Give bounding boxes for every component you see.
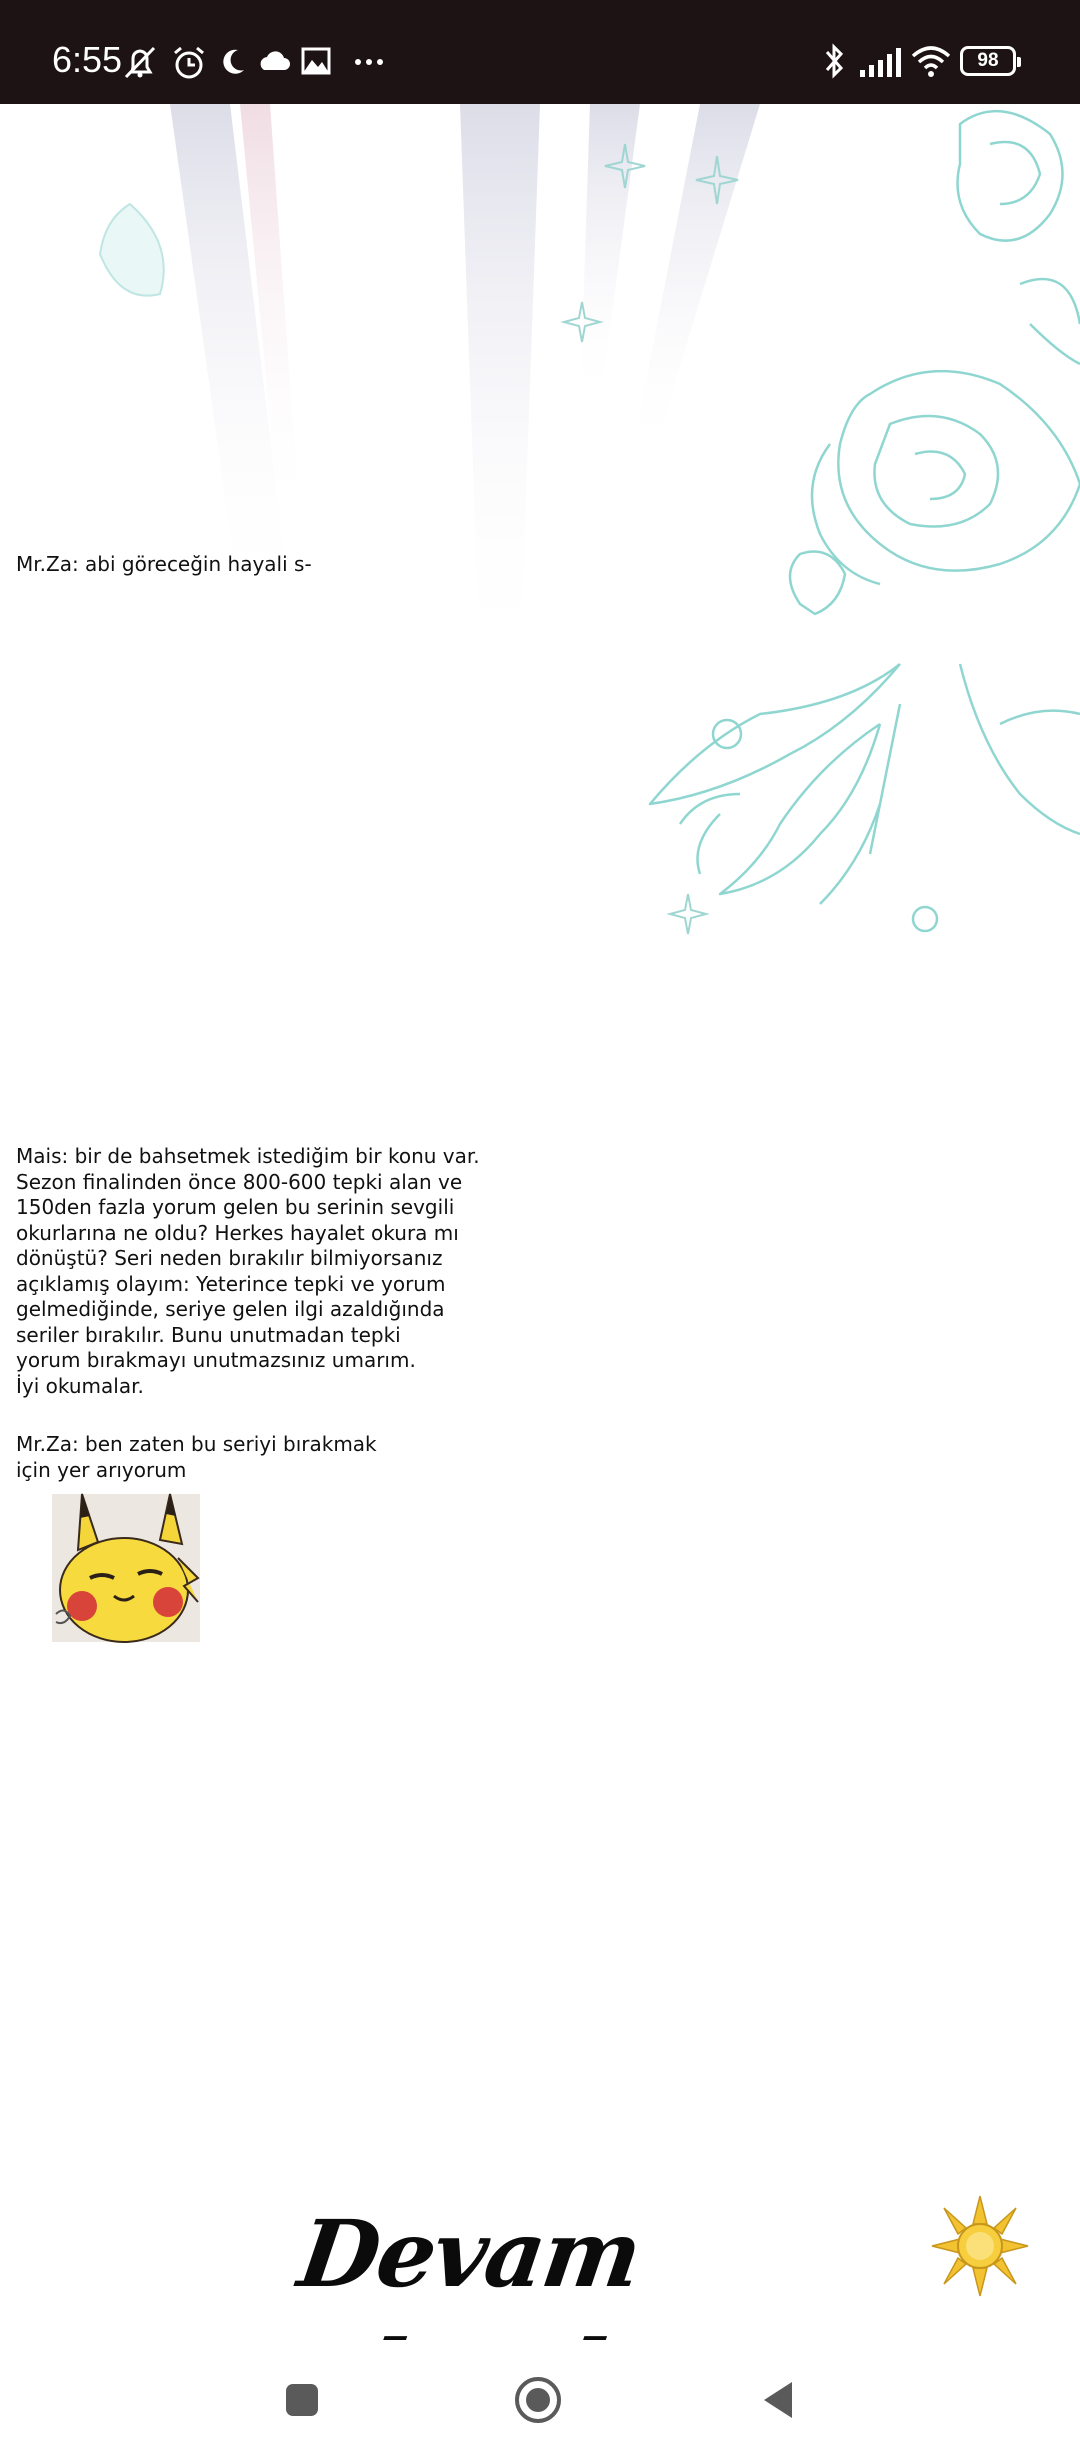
back-button[interactable] xyxy=(748,2370,808,2430)
navigation-bar xyxy=(0,2340,1080,2460)
signal-icon xyxy=(858,46,902,78)
more-dots-icon xyxy=(354,56,384,68)
gallery-icon xyxy=(300,46,332,76)
recent-apps-button[interactable] xyxy=(272,2370,332,2430)
home-button[interactable] xyxy=(508,2370,568,2430)
status-time: 6:55 xyxy=(52,39,123,80)
back-triangle-icon xyxy=(760,2380,796,2420)
mrza-dialogue-line: Mr.Za: abi göreceğin hayali s- xyxy=(16,552,312,576)
square-icon xyxy=(284,2382,320,2418)
moon-icon xyxy=(218,46,248,78)
bluetooth-icon xyxy=(822,42,846,80)
mais-author-note: Mais: bir de bahsetmek istediğim bir konu var. Sezon finalinden önce 800-600 tepki alan ve 150den fazla yorum gelen bu serinin sevgili okurlarına ne oldu? Herkes hayalet okura mı dönüştü? Seri neden bırakılır bilmiyorsanız açıklamış olayım: Yeterince tepki ve yorum gelmediğinde, seriye gelen ilgi azaldığında seriler bırakılır. Bunu unutmadan tepki yorum bırakmayı unutmazsınız umarım. İyi okumalar. xyxy=(16,1144,480,1398)
pikachu-sticker xyxy=(52,1494,200,1642)
battery-icon: 98 xyxy=(960,46,1016,76)
alarm-icon xyxy=(170,44,208,82)
webtoon-page[interactable] xyxy=(0,104,1080,2340)
sun-icon xyxy=(930,2194,1030,2298)
continue-banner: Devam xyxy=(292,2200,647,2308)
mrza-reply: Mr.Za: ben zaten bu seriyi bırakmak için yer arıyorum xyxy=(16,1432,377,1482)
pikachu-face-icon xyxy=(52,1494,200,1642)
home-circle-icon xyxy=(513,2375,563,2425)
wifi-icon xyxy=(910,44,952,78)
cloud-icon xyxy=(256,48,292,74)
status-bar xyxy=(0,0,1080,104)
muted-bell-icon xyxy=(118,44,162,80)
